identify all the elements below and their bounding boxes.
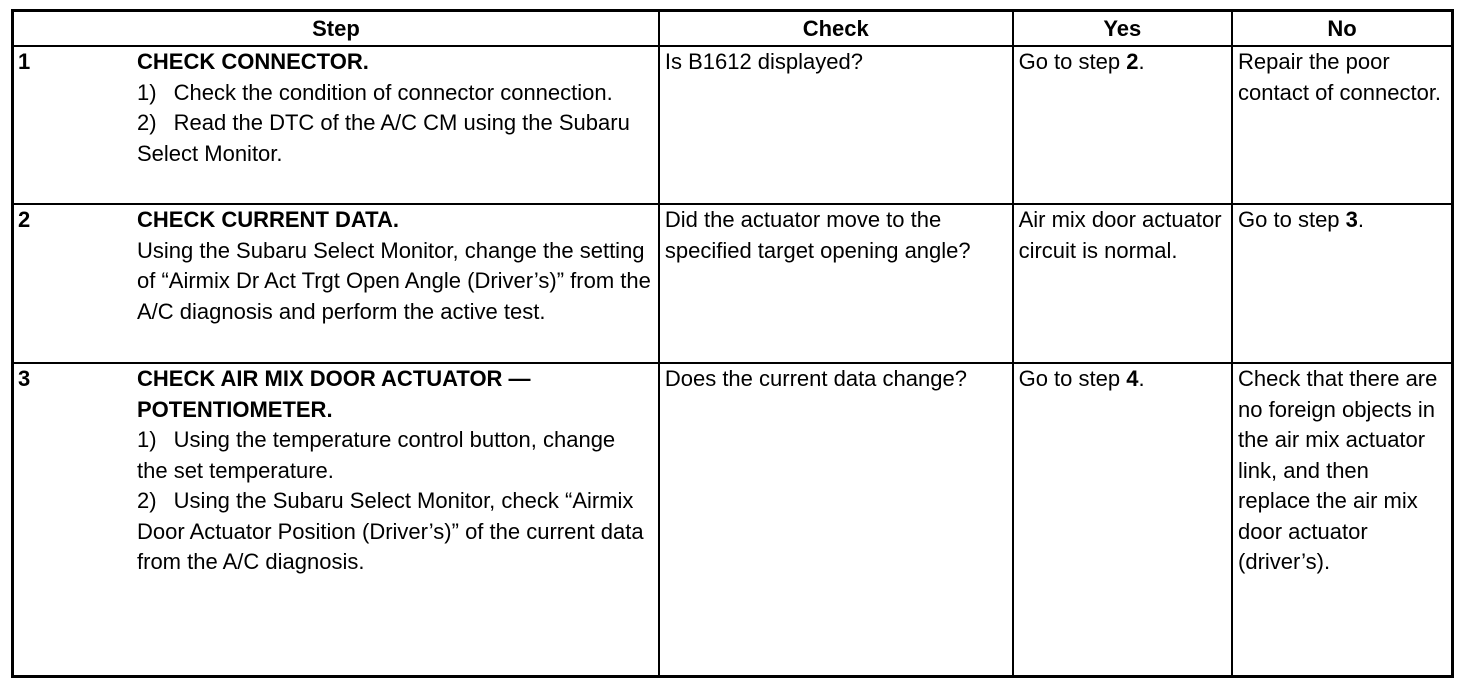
check-cell (659, 46, 1013, 204)
no-cell (1232, 363, 1452, 677)
step-instruction: Using the Subaru Select Monitor, change the setting of “Airmix Dr Act Trgt Open Angle (Driver’s)” from the A/C diagnosis and perform the active test. (137, 237, 651, 324)
step-number: 1 (18, 49, 31, 74)
yes-suffix: . (1138, 366, 1145, 391)
yes-cell (1013, 204, 1232, 363)
no-suffix: . (1357, 207, 1365, 232)
step-cell (13, 46, 659, 204)
check-text: Did the actuator move to the specified target opening angle? (664, 207, 971, 263)
check-cell (659, 204, 1013, 363)
no-text (1233, 205, 1451, 236)
yes-text (1014, 47, 1231, 78)
check-text: Does the current data change? (664, 366, 967, 391)
check-cell (659, 363, 1013, 677)
header-no: No (1232, 11, 1452, 47)
yes-prefix: Go to step (1018, 49, 1127, 74)
table-row (13, 204, 1453, 363)
header-yes: Yes (1013, 11, 1232, 47)
table-row (13, 363, 1453, 677)
no-step-ref: 3 (1345, 207, 1358, 232)
yes-prefix: Go to step (1018, 366, 1127, 391)
yes-step-ref: 4 (1126, 366, 1139, 391)
step-title: CHECK CONNECTOR. (137, 49, 369, 74)
yes-step-ref: 2 (1126, 49, 1139, 74)
header-row (13, 11, 1453, 47)
no-text: Repair the poor contact of connector. (1238, 49, 1442, 105)
step-instruction: 1) Using the temperature control button, change the set temperature. (137, 427, 616, 483)
header-step: Step (13, 11, 659, 47)
no-cell (1232, 204, 1452, 363)
no-cell (1232, 46, 1452, 204)
header-check: Check (659, 11, 1013, 47)
step-instruction: 2) Using the Subaru Select Monitor, check “Airmix Door Actuator Position (Driver’s)” of the current data from the A/C diagnosis. (137, 488, 644, 574)
step-number: 3 (18, 366, 31, 391)
no-text: Check that there are no foreign objects in the air mix actuator link, and then replace the air mix door actuator (driver’s). (1238, 366, 1438, 574)
step-cell (13, 204, 659, 363)
step-instruction: 2) Read the DTC of the A/C CM using the Subaru Select Monitor. (137, 110, 630, 166)
no-prefix: Go to step (1238, 207, 1346, 232)
yes-text (1014, 364, 1231, 395)
step-title: CHECK CURRENT DATA. (137, 207, 399, 232)
yes-cell (1013, 363, 1232, 677)
table-row (13, 46, 1453, 204)
yes-text: Air mix door actuator circuit is normal. (1018, 207, 1222, 263)
diagnostic-table (11, 9, 1454, 678)
step-number: 2 (18, 207, 31, 232)
step-cell (13, 363, 659, 677)
step-title: CHECK AIR MIX DOOR ACTUATOR — POTENTIOMETER. (137, 366, 531, 422)
check-text: Is B1612 displayed? (664, 49, 863, 74)
yes-suffix: . (1138, 49, 1145, 74)
yes-cell (1013, 46, 1232, 204)
step-instruction: 1) Check the condition of connector connection. (137, 79, 613, 105)
